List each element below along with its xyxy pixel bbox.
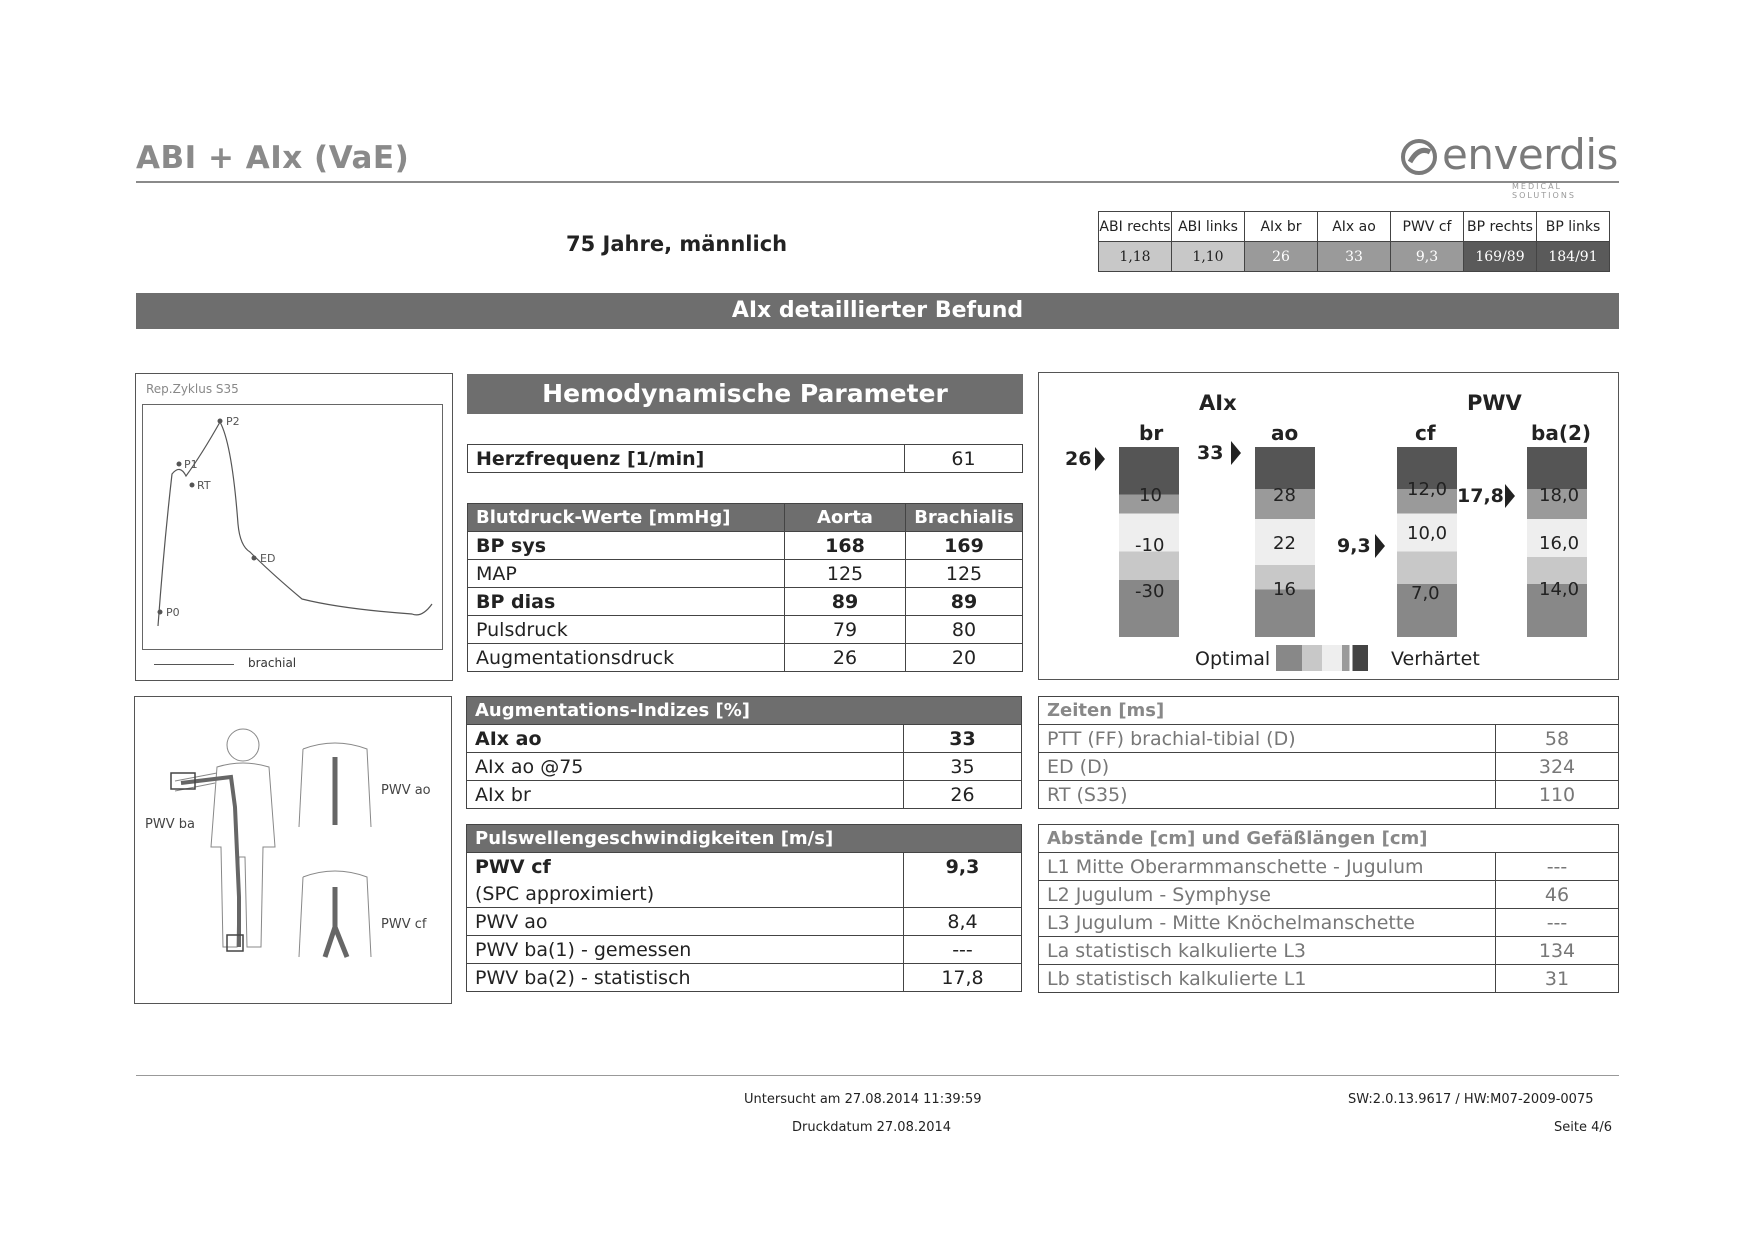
- bp-row-brachialis: 20: [906, 644, 1023, 672]
- table-row: [468, 644, 1023, 672]
- bp-row-label: BP dias: [468, 588, 785, 616]
- summary-value: 169/89: [1464, 242, 1537, 272]
- pwv-row-label: PWV ao: [467, 908, 904, 936]
- bar-tick-ba2: 16,0: [1539, 533, 1580, 554]
- wave-label-p1: P1: [184, 458, 198, 471]
- bar-tick-ao: 16: [1273, 579, 1296, 600]
- footer-print-date: Druckdatum 27.08.2014: [792, 1120, 952, 1135]
- bp-header-aorta: Aorta: [785, 504, 906, 532]
- heart-rate-table: [467, 444, 1023, 473]
- zeiten-row-label: RT (S35): [1039, 781, 1496, 809]
- pwv-row-label: (SPC approximiert): [467, 880, 904, 908]
- pwv-row-value: 9,3: [904, 853, 1022, 881]
- waveform-title: Rep.Zyklus S35: [146, 382, 239, 396]
- footer-rule: [136, 1075, 1619, 1076]
- table-row: [468, 532, 1023, 560]
- logo-mark-icon: [1400, 138, 1438, 176]
- zeiten-row-value: 110: [1496, 781, 1619, 809]
- bp-row-aorta: 26: [785, 644, 906, 672]
- pwv-row-label: PWV ba(1) - gemessen: [467, 936, 904, 964]
- abstaende-row-label: L1 Mitte Oberarmmanschette - Jugulum: [1039, 853, 1496, 881]
- augmentation-table: [466, 696, 1022, 809]
- abstaende-row-label: La statistisch kalkulierte L3: [1039, 937, 1496, 965]
- bar-marker-ba2: 17,8: [1457, 485, 1504, 507]
- table-row: [467, 753, 1022, 781]
- bar-tick-ba2: 14,0: [1539, 579, 1580, 600]
- table-row: [468, 560, 1023, 588]
- summary-value-row: [1099, 242, 1610, 272]
- table-row: [467, 880, 1022, 908]
- abstaende-row-value: ---: [1496, 853, 1619, 881]
- label-pwv-ao: PWV ao: [381, 783, 431, 798]
- abstaende-row-label: L3 Jugulum - Mitte Knöchelmanschette: [1039, 909, 1496, 937]
- bp-header-brachialis: Brachialis: [906, 504, 1023, 532]
- section-banner: AIx detaillierter Befund: [136, 293, 1619, 329]
- abstaende-row-value: 31: [1496, 965, 1619, 993]
- wave-label-ed: ED: [260, 552, 276, 565]
- enverdis-logo: [1400, 130, 1620, 200]
- legend-verhaertet: Verhärtet: [1391, 648, 1480, 670]
- bp-row-aorta: 89: [785, 588, 906, 616]
- bp-row-brachialis: 89: [906, 588, 1023, 616]
- wave-label-p2: P2: [226, 415, 240, 428]
- table-row: [1039, 965, 1619, 993]
- bp-row-brachialis: 80: [906, 616, 1023, 644]
- summary-header: BP links: [1537, 212, 1610, 242]
- pwv-row-value: ---: [904, 936, 1022, 964]
- bar-tick-br: -30: [1135, 581, 1165, 602]
- table-row: [468, 616, 1023, 644]
- bar-tick-cf: 7,0: [1411, 583, 1440, 604]
- bp-header-label: Blutdruck-Werte [mmHg]: [468, 504, 785, 532]
- waveform-legend: brachial: [248, 656, 297, 670]
- marker-arrow-icon: [1505, 484, 1515, 508]
- heart-rate-value: 61: [905, 445, 1023, 473]
- aug-row-label: AIx br: [467, 781, 904, 809]
- marker-arrow-icon: [1095, 447, 1105, 471]
- aug-header: Augmentations-Indizes [%]: [467, 697, 1022, 725]
- footer-examined: Untersucht am 27.08.2014 11:39:59: [744, 1092, 982, 1107]
- bar-tick-br: -10: [1135, 535, 1165, 556]
- pwv-header: Pulswellengeschwindigkeiten [m/s]: [467, 825, 1022, 853]
- hemo-title: Hemodynamische Parameter: [467, 374, 1023, 414]
- bar-tick-ao: 28: [1273, 485, 1296, 506]
- abstaende-row-value: ---: [1496, 909, 1619, 937]
- marker-arrow-icon: [1231, 441, 1241, 465]
- aug-row-value: 33: [904, 725, 1022, 753]
- waveform-panel: [135, 373, 453, 681]
- zeiten-header: Zeiten [ms]: [1039, 697, 1619, 725]
- table-row: [467, 964, 1022, 992]
- pwv-row-label: PWV cf: [467, 853, 904, 881]
- scales-panel: [1038, 372, 1619, 680]
- bar-marker-ao: 33: [1197, 442, 1224, 464]
- bp-row-label: Pulsdruck: [468, 616, 785, 644]
- bp-row-aorta: 79: [785, 616, 906, 644]
- table-row: [1039, 853, 1619, 881]
- summary-header: PWV cf: [1391, 212, 1464, 242]
- abstaende-row-value: 134: [1496, 937, 1619, 965]
- bar-tick-ba2: 18,0: [1539, 485, 1580, 506]
- bar-tick-cf: 12,0: [1407, 479, 1448, 500]
- summary-header: ABI links: [1172, 212, 1245, 242]
- pwv-table: [466, 824, 1022, 992]
- summary-value: 1,18: [1099, 242, 1172, 272]
- summary-value: 184/91: [1537, 242, 1610, 272]
- bar-name-ao: ao: [1271, 421, 1299, 445]
- wave-label-p0: P0: [166, 606, 180, 619]
- abstaende-row-value: 46: [1496, 881, 1619, 909]
- zeiten-row-value: 58: [1496, 725, 1619, 753]
- table-row: [468, 588, 1023, 616]
- table-row: [467, 725, 1022, 753]
- aix-title: AIx: [1199, 391, 1237, 415]
- summary-header: BP rechts: [1464, 212, 1537, 242]
- heart-rate-label: Herzfrequenz [1/min]: [468, 445, 905, 473]
- summary-value: 26: [1245, 242, 1318, 272]
- bp-row-label: Augmentationsdruck: [468, 644, 785, 672]
- legend-gradient: [1276, 645, 1368, 671]
- zeiten-row-label: PTT (FF) brachial-tibial (D): [1039, 725, 1496, 753]
- aug-row-value: 35: [904, 753, 1022, 781]
- abstaende-row-label: Lb statistisch kalkulierte L1: [1039, 965, 1496, 993]
- pwv-row-value: [904, 880, 1022, 908]
- footer-page: Seite 4/6: [1554, 1120, 1613, 1135]
- summary-header-row: [1099, 212, 1610, 242]
- table-row: [1039, 909, 1619, 937]
- bar-tick-ao: 22: [1273, 533, 1296, 554]
- summary-table: [1098, 211, 1610, 272]
- aug-row-label: AIx ao @75: [467, 753, 904, 781]
- body-diagram: [135, 697, 451, 1003]
- bar-marker-br: 26: [1065, 448, 1092, 470]
- summary-value: 33: [1318, 242, 1391, 272]
- bar-tick-cf: 10,0: [1407, 523, 1448, 544]
- table-row: [1039, 725, 1619, 753]
- wave-label-rt: RT: [197, 479, 211, 492]
- bp-row-label: BP sys: [468, 532, 785, 560]
- zeiten-row-label: ED (D): [1039, 753, 1496, 781]
- aug-row-value: 26: [904, 781, 1022, 809]
- body-diagram-panel: [134, 696, 452, 1004]
- summary-header: AIx br: [1245, 212, 1318, 242]
- waveform-chart: [142, 404, 444, 654]
- summary-value: 1,10: [1172, 242, 1245, 272]
- bar-name-ba2: ba(2): [1531, 421, 1592, 445]
- logo-text: enverdis: [1442, 130, 1618, 179]
- table-row: [467, 853, 1022, 881]
- patient-info: 75 Jahre, männlich: [566, 232, 788, 256]
- bar-tick-br: 10: [1139, 485, 1162, 506]
- bar-name-cf: cf: [1415, 421, 1436, 445]
- bp-row-label: MAP: [468, 560, 785, 588]
- pwv-row-value: 8,4: [904, 908, 1022, 936]
- legend-line: [154, 664, 234, 665]
- table-row: [467, 781, 1022, 809]
- aug-row-label: AIx ao: [467, 725, 904, 753]
- legend-optimal: Optimal: [1195, 648, 1271, 670]
- title-rule: [136, 181, 1619, 183]
- table-row: [1039, 753, 1619, 781]
- bp-row-aorta: 168: [785, 532, 906, 560]
- footer-version: SW:2.0.13.9617 / HW:M07-2009-0075: [1348, 1092, 1594, 1107]
- bp-table: [467, 503, 1023, 672]
- bp-row-aorta: 125: [785, 560, 906, 588]
- summary-header: ABI rechts: [1099, 212, 1172, 242]
- document-title: ABI + AIx (VaE): [136, 140, 410, 176]
- zeiten-row-value: 324: [1496, 753, 1619, 781]
- pwv-title: PWV: [1467, 391, 1522, 415]
- table-row: [1039, 937, 1619, 965]
- bar-marker-cf: 9,3: [1337, 535, 1371, 557]
- abstaende-header: Abstände [cm] und Gefäßlängen [cm]: [1039, 825, 1619, 853]
- pwv-row-value: 17,8: [904, 964, 1022, 992]
- abstaende-table: [1038, 824, 1619, 993]
- table-row: [467, 908, 1022, 936]
- zeiten-table: [1038, 696, 1619, 809]
- label-pwv-ba: PWV ba: [145, 817, 195, 832]
- table-row: [467, 936, 1022, 964]
- pwv-row-label: PWV ba(2) - statistisch: [467, 964, 904, 992]
- summary-header: AIx ao: [1318, 212, 1391, 242]
- summary-value: 9,3: [1391, 242, 1464, 272]
- label-pwv-cf: PWV cf: [381, 917, 427, 932]
- bp-row-brachialis: 125: [906, 560, 1023, 588]
- marker-arrow-icon: [1375, 534, 1385, 558]
- logo-subtext: MEDICAL SOLUTIONS: [1512, 182, 1576, 200]
- table-row: [1039, 781, 1619, 809]
- bar-name-br: br: [1139, 421, 1164, 445]
- abstaende-row-label: L2 Jugulum - Symphyse: [1039, 881, 1496, 909]
- bp-row-brachialis: 169: [906, 532, 1023, 560]
- table-row: [1039, 881, 1619, 909]
